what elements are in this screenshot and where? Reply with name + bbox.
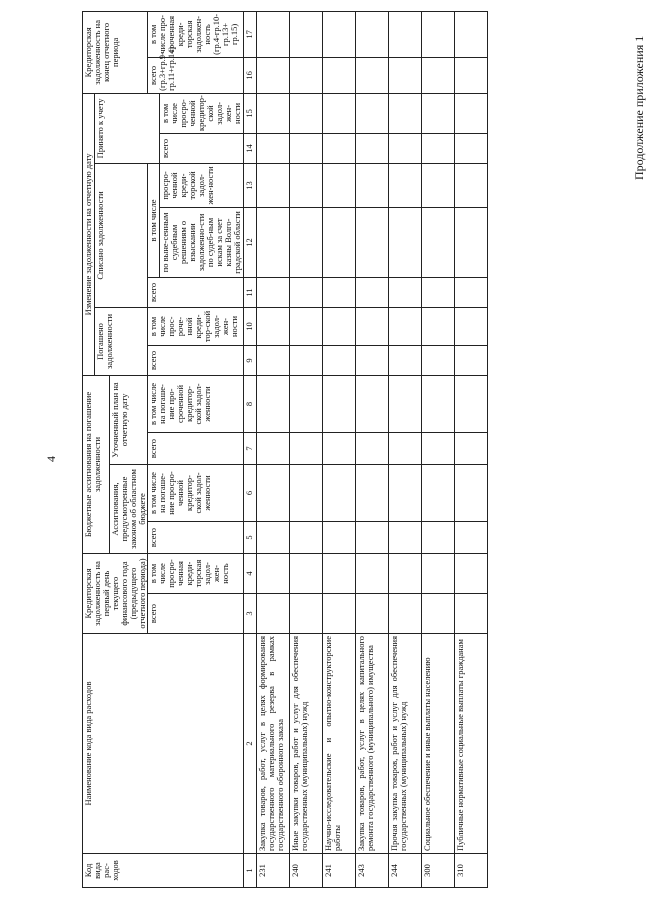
column-number: 15 bbox=[243, 93, 256, 133]
empty-cell bbox=[388, 307, 421, 345]
empty-cell bbox=[421, 11, 454, 57]
empty-cell bbox=[421, 307, 454, 345]
empty-cell bbox=[388, 93, 421, 133]
row-code: 231 bbox=[256, 854, 289, 888]
empty-cell bbox=[289, 345, 322, 375]
empty-cell bbox=[256, 163, 289, 207]
header-start-total: всего bbox=[148, 594, 243, 634]
empty-cell bbox=[388, 277, 421, 307]
column-number: 6 bbox=[243, 465, 256, 522]
empty-cell bbox=[421, 133, 454, 163]
empty-cell bbox=[421, 522, 454, 554]
empty-cell bbox=[256, 554, 289, 594]
empty-cell bbox=[421, 594, 454, 634]
header-budget-alloc: Бюджетные ассигнования на погашение задолженности bbox=[83, 375, 110, 553]
empty-cell bbox=[388, 133, 421, 163]
empty-cell bbox=[289, 554, 322, 594]
empty-cell bbox=[454, 163, 487, 207]
empty-cell bbox=[421, 163, 454, 207]
budget-table bbox=[82, 11, 488, 888]
empty-cell bbox=[388, 163, 421, 207]
column-number: 11 bbox=[243, 277, 256, 307]
header-refined-total: всего bbox=[148, 433, 243, 465]
table-row bbox=[355, 11, 388, 887]
column-number: 17 bbox=[243, 11, 256, 57]
column-number: 5 bbox=[243, 522, 256, 554]
empty-cell bbox=[388, 11, 421, 57]
continuation-label: Продолжение приложения 1 bbox=[632, 35, 646, 180]
empty-cell bbox=[289, 163, 322, 207]
column-number: 12 bbox=[243, 207, 256, 277]
empty-cell bbox=[454, 522, 487, 554]
table-row bbox=[421, 11, 454, 887]
empty-cell bbox=[355, 307, 388, 345]
empty-cell bbox=[322, 594, 355, 634]
row-name: Научно-исследовательские и опытно-конструкторские работы bbox=[322, 634, 355, 854]
empty-cell bbox=[388, 57, 421, 93]
header-including: в том числе bbox=[148, 163, 160, 277]
header-end-total: всего (гр.3+гр.9-гр.11+гр.14) bbox=[148, 57, 243, 93]
empty-cell bbox=[355, 465, 388, 522]
row-name: Закупка товаров, работ, услуг в целях формирования государственного материального резерва в рамках государственного оборонного заказа bbox=[256, 634, 289, 854]
empty-cell bbox=[256, 307, 289, 345]
empty-cell bbox=[454, 11, 487, 57]
column-number: 2 bbox=[243, 634, 256, 854]
empty-cell bbox=[454, 133, 487, 163]
empty-cell bbox=[421, 345, 454, 375]
empty-cell bbox=[454, 307, 487, 345]
empty-cell bbox=[421, 554, 454, 594]
header-creditor-end: Кредиторская задолженность на конец отчетного периода bbox=[83, 11, 148, 93]
empty-cell bbox=[322, 57, 355, 93]
row-code: 244 bbox=[388, 854, 421, 888]
header-name: Наименование кода вида расходов bbox=[83, 634, 244, 854]
column-number: 16 bbox=[243, 57, 256, 93]
empty-cell bbox=[322, 554, 355, 594]
empty-cell bbox=[388, 345, 421, 375]
empty-cell bbox=[256, 133, 289, 163]
empty-cell bbox=[322, 163, 355, 207]
row-name: Социальное обеспечение и иные выплаты населению bbox=[421, 634, 454, 854]
header-repaid-overdue: в том числе прос-роче-нной креди-тор-ской задол-жен-ности bbox=[148, 307, 243, 345]
empty-cell bbox=[355, 133, 388, 163]
header-change: Изменение задолженности на отчетную дату bbox=[83, 93, 95, 375]
empty-cell bbox=[355, 554, 388, 594]
header-refined-plan: Уточненный план на отчетную дату bbox=[109, 375, 148, 464]
rotated-table-container bbox=[82, 13, 622, 888]
empty-cell bbox=[421, 207, 454, 277]
header-accepted-overdue: в том числе просро-ченной кредитор-ской задол-жен-ности bbox=[160, 93, 243, 133]
empty-cell bbox=[256, 57, 289, 93]
empty-cell bbox=[454, 433, 487, 465]
row-code: 300 bbox=[421, 854, 454, 888]
empty-cell bbox=[289, 522, 322, 554]
empty-cell bbox=[289, 465, 322, 522]
row-name: Публичные нормативные социальные выплаты гражданам bbox=[454, 634, 487, 854]
page-number: 4 bbox=[44, 456, 58, 462]
empty-cell bbox=[289, 11, 322, 57]
empty-cell bbox=[322, 307, 355, 345]
column-number: 13 bbox=[243, 163, 256, 207]
empty-cell bbox=[289, 57, 322, 93]
header-repaid: Погашено задолженности bbox=[94, 307, 148, 375]
empty-cell bbox=[421, 375, 454, 432]
empty-cell bbox=[289, 307, 322, 345]
empty-cell bbox=[289, 207, 322, 277]
empty-cell bbox=[454, 594, 487, 634]
empty-cell bbox=[355, 375, 388, 432]
row-code: 240 bbox=[289, 854, 322, 888]
row-name: Закупка товаров, работ, услуг в целях капитального ремонта государственного (муниципального) имущества bbox=[355, 634, 388, 854]
empty-cell bbox=[256, 207, 289, 277]
row-code: 310 bbox=[454, 854, 487, 888]
empty-cell bbox=[454, 345, 487, 375]
row-name: Прочая закупка товаров, работ и услуг для обеспечения государственных (муниципальных) нужд bbox=[388, 634, 421, 854]
column-number: 3 bbox=[243, 594, 256, 634]
empty-cell bbox=[454, 207, 487, 277]
empty-cell bbox=[256, 345, 289, 375]
empty-cell bbox=[421, 277, 454, 307]
header-start-overdue: в том числе просро-ченная креди-торская задол-жен-ность bbox=[148, 554, 243, 594]
empty-cell bbox=[289, 594, 322, 634]
column-number: 8 bbox=[243, 375, 256, 432]
empty-cell bbox=[289, 433, 322, 465]
empty-cell bbox=[355, 207, 388, 277]
empty-cell bbox=[256, 93, 289, 133]
empty-cell bbox=[289, 277, 322, 307]
empty-cell bbox=[454, 465, 487, 522]
header-accepted: Принято к учету bbox=[94, 93, 159, 163]
empty-cell bbox=[322, 465, 355, 522]
header-end-overdue: в том числе про-сроченная креди-торская задолжен-ность (гр.4-гр.10-гр.13+ гр.15) bbox=[148, 11, 243, 57]
empty-cell bbox=[256, 433, 289, 465]
empty-cell bbox=[421, 433, 454, 465]
empty-cell bbox=[454, 93, 487, 133]
header-written-overdue: просро-ченной креди-торской задол-жен-ности bbox=[160, 163, 243, 207]
header-assigned-overdue: в том числе на погаше-ние просро-ченной кредитор-ской задол-женности bbox=[148, 465, 243, 522]
empty-cell bbox=[322, 345, 355, 375]
row-name: Иные закупки товаров, работ и услуг для обеспечения государственных (муниципальных) нужд bbox=[289, 634, 322, 854]
column-number: 14 bbox=[243, 133, 256, 163]
header-refined-overdue: в том числе на погаше-ние про-сроченной кредитор-ской задол-женности bbox=[148, 375, 243, 432]
empty-cell bbox=[289, 375, 322, 432]
empty-cell bbox=[421, 465, 454, 522]
header-accepted-total: всего bbox=[160, 133, 243, 163]
empty-cell bbox=[388, 207, 421, 277]
empty-cell bbox=[322, 207, 355, 277]
empty-cell bbox=[388, 465, 421, 522]
empty-cell bbox=[355, 594, 388, 634]
empty-cell bbox=[256, 375, 289, 432]
column-number: 7 bbox=[243, 433, 256, 465]
empty-cell bbox=[355, 93, 388, 133]
table-row bbox=[256, 11, 289, 887]
empty-cell bbox=[388, 554, 421, 594]
table-row bbox=[454, 11, 487, 887]
empty-cell bbox=[256, 11, 289, 57]
header-repaid-total: всего bbox=[148, 345, 243, 375]
row-code: 243 bbox=[355, 854, 388, 888]
empty-cell bbox=[388, 433, 421, 465]
empty-cell bbox=[322, 277, 355, 307]
empty-cell bbox=[388, 594, 421, 634]
empty-cell bbox=[388, 375, 421, 432]
empty-cell bbox=[454, 554, 487, 594]
empty-cell bbox=[355, 522, 388, 554]
table-row bbox=[322, 11, 355, 887]
empty-cell bbox=[322, 133, 355, 163]
empty-cell bbox=[256, 277, 289, 307]
header-creditor-start: Кредиторская задолженность на первый день текущего финансового года (предыдущего отчетного периода) bbox=[83, 554, 148, 634]
empty-cell bbox=[322, 522, 355, 554]
empty-cell bbox=[289, 133, 322, 163]
empty-cell bbox=[355, 163, 388, 207]
table-row bbox=[289, 11, 322, 887]
empty-cell bbox=[322, 375, 355, 432]
column-numbers-row bbox=[243, 11, 256, 887]
header-code: Код вида рас-ходов bbox=[83, 854, 244, 888]
column-number: 1 bbox=[243, 854, 256, 888]
empty-cell bbox=[355, 277, 388, 307]
table-body bbox=[256, 11, 487, 887]
empty-cell bbox=[322, 433, 355, 465]
header-written-total: всего bbox=[148, 277, 243, 307]
header-assigned-total: всего bbox=[148, 522, 243, 554]
empty-cell bbox=[322, 11, 355, 57]
empty-cell bbox=[454, 375, 487, 432]
empty-cell bbox=[322, 93, 355, 133]
header-assigned: Ассигнования, предусмотренные законом об областном бюджете bbox=[109, 465, 148, 554]
column-number: 10 bbox=[243, 307, 256, 345]
header-written-off: Списано задолженности bbox=[94, 163, 148, 307]
empty-cell bbox=[256, 594, 289, 634]
empty-cell bbox=[421, 57, 454, 93]
empty-cell bbox=[454, 277, 487, 307]
empty-cell bbox=[256, 522, 289, 554]
empty-cell bbox=[355, 57, 388, 93]
table-row bbox=[388, 11, 421, 887]
empty-cell bbox=[289, 93, 322, 133]
column-number: 4 bbox=[243, 554, 256, 594]
empty-cell bbox=[256, 465, 289, 522]
empty-cell bbox=[421, 93, 454, 133]
empty-cell bbox=[355, 433, 388, 465]
empty-cell bbox=[355, 345, 388, 375]
empty-cell bbox=[454, 57, 487, 93]
header-written-court: по выне-сенным судебным решениям о взыскании задолженно-сти по судеб-ным искам за счет казны Волго-градской области bbox=[160, 207, 243, 277]
empty-cell bbox=[388, 522, 421, 554]
empty-cell bbox=[355, 11, 388, 57]
column-number: 9 bbox=[243, 345, 256, 375]
row-code: 241 bbox=[322, 854, 355, 888]
